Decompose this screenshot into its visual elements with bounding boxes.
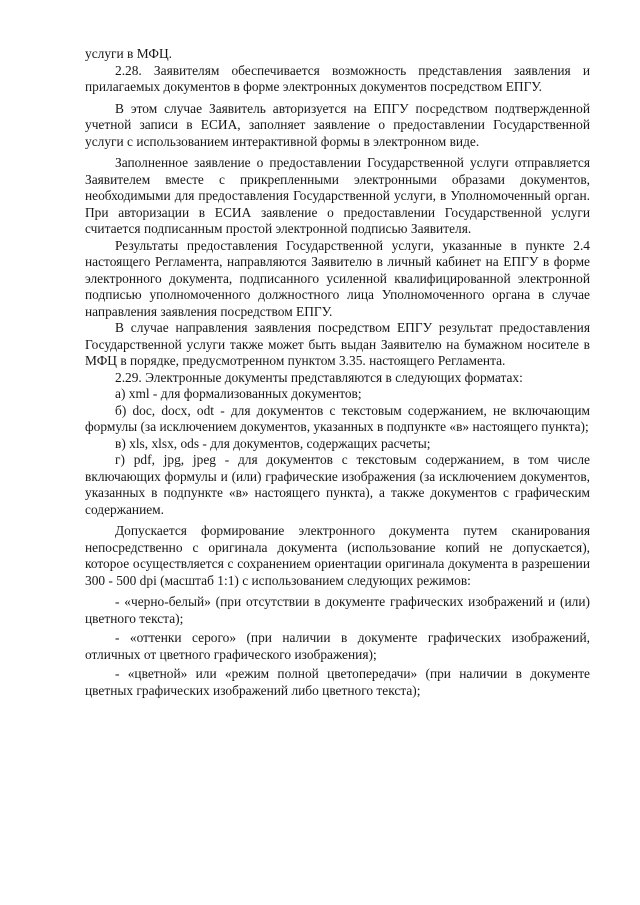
paragraph-results: Результаты предоставления Государственной услуги, указанные в пункте 2.4 настоящего Регламента, направляются Заявителю в личный кабинет на ЕПГУ в форме электронного документа, подписанного усиленной квалифицированной электронной подписью уполномоченного должностного лица Уполномоченного органа в случае направления заявления посредством ЕПГУ. <box>85 237 590 319</box>
document-page <box>85 46 590 699</box>
paragraph-paper-result: В случае направления заявления посредством ЕПГУ результат предоставления Государственной услуги также может быть выдан Заявителю на бумажном носителе в МФЦ в порядке, предусмотренном пунктом 3.35. настоящего Регламента. <box>85 320 590 368</box>
paragraph-scanning: Допускается формирование электронного документа путем сканирования непосредственно с оригинала документа (использование копий не допускается), которое осуществляется с сохранением ориентации оригинала документа в разрешении 300 - 500 dpi (масштаб 1:1) с использованием следующих режимов: <box>85 523 590 588</box>
paragraph-continuation: услуги в МФЦ. <box>85 46 173 61</box>
list-item-a: а) xml - для формализованных документов; <box>115 386 362 401</box>
paragraph-2-28: 2.28. Заявителям обеспечивается возможность представления заявления и прилагаемых документов в форме электронных документов посредством ЕПГУ. <box>85 62 590 94</box>
list-item-b: б) doc, docx, odt - для документов с текстовым содержанием, не включающим формулы (за исключением документов, указанных в подпункте «в» настоящего пункта); <box>85 402 590 434</box>
list-item-v: в) xls, xlsx, ods - для документов, содержащих расчеты; <box>115 435 431 451</box>
mode-grayscale: - «оттенки серого» (при наличии в документе графических изображений, отличных от цветного графического изображения); <box>85 630 590 662</box>
mode-color: - «цветной» или «режим полной цветопередачи» (при наличии в документе цветных графических изображений либо цветного текста); <box>85 666 590 698</box>
paragraph-authorization: В этом случае Заявитель авторизуется на ЕПГУ посредством подтвержденной учетной записи в ЕСИА, заполняет заявление о предоставлении Государственной услуги с использованием интерактивной формы в электронном виде. <box>85 100 590 149</box>
mode-black-white: - «черно-белый» (при отсутствии в документе графических изображений и (или) цветного текста); <box>85 594 590 626</box>
list-item-g: г) pdf, jpg, jpeg - для документов с текстовым содержанием, в том числе включающих формулы и (или) графические изображения (за исключением документов, указанных в подпункте «в» настоящего пункта), а также документов с графическим содержанием. <box>85 452 590 517</box>
paragraph-filled-application: Заполненное заявление о предоставлении Государственной услуги отправляется Заявителем вместе с прикрепленными электронными образами документов, необходимыми для предоставления Государственной услуги, в Уполномоченный орган. При авторизации в ЕСИА заявление о предоставлении Государственной услуги считается подписанным простой электронной подписью Заявителя. <box>85 155 590 236</box>
paragraph-2-29: 2.29. Электронные документы представляются в следующих форматах: <box>115 369 523 385</box>
